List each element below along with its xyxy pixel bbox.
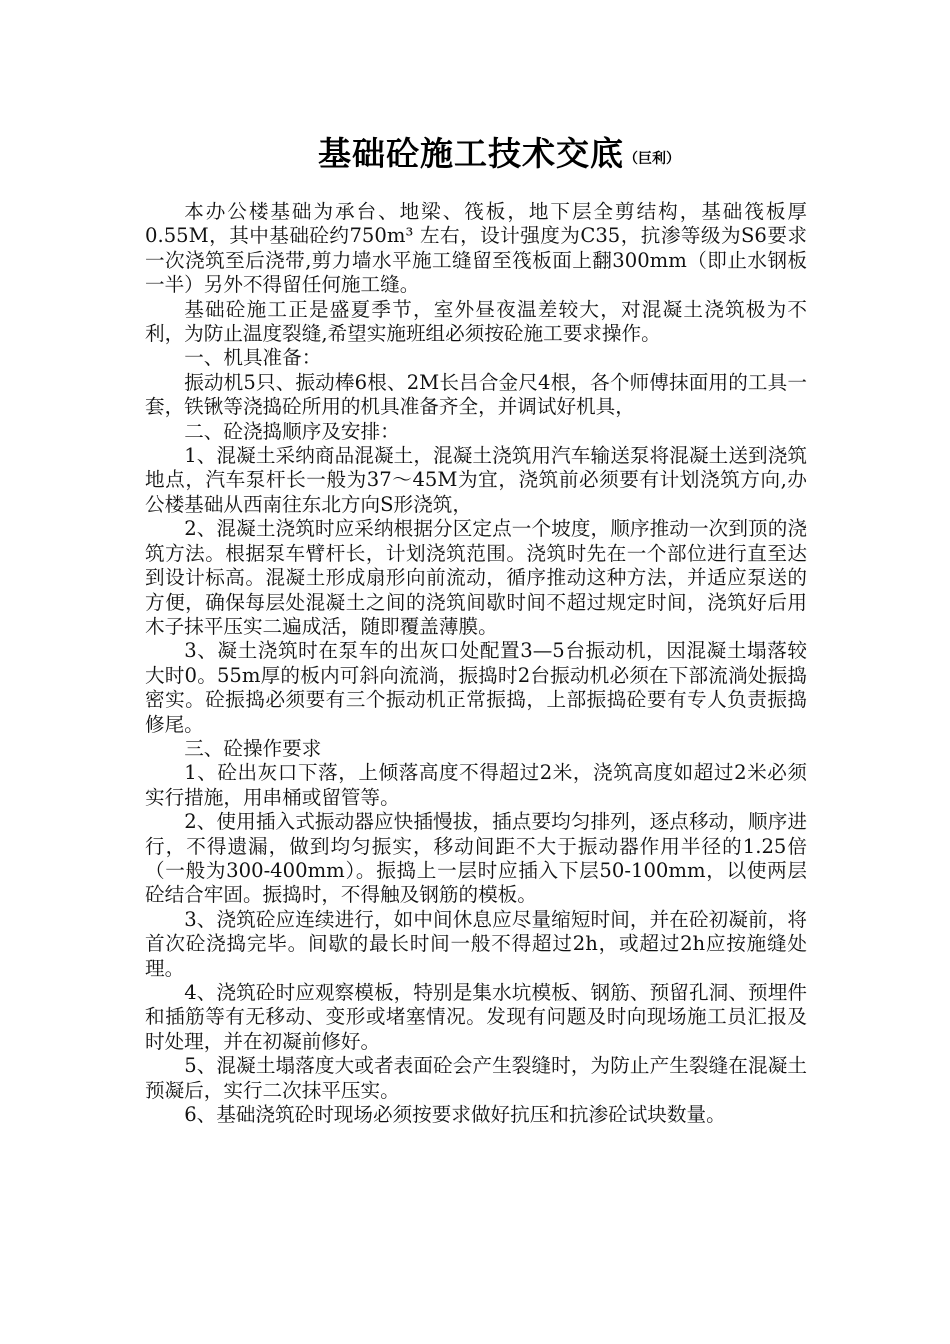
- paragraph-requirement-5: 5、混凝土塌落度大或者表面砼会产生裂缝时，为防止产生裂缝在混凝土预凝后，实行二次抹平压实。: [145, 1054, 807, 1102]
- paragraph-requirement-4: 4、浇筑砼时应观察模板，特别是集水坑模板、钢筋、预留孔洞、预埋件和插筋等有无移动、变形或堵塞情况。发现有问题及时向现场施工员汇报及时处理，并在初凝前修好。: [145, 981, 807, 1053]
- paragraph-sequence-2: 2、混凝土浇筑时应采纳根据分区定点一个坡度，顺序推动一次到顶的浇筑方法。根据泵车臂杆长，计划浇筑范围。浇筑时先在一个部位进行直至达到设计标高。混凝土形成扇形向前流动，循序推动这种方法，并适应泵送的方便，确保每层处混凝土之间的浇筑间歇时间不超过规定时间，浇筑好后用木子抹平压实二遍成活，随即覆盖薄膜。: [145, 517, 807, 638]
- paragraph-sequence-3: 3、凝土浇筑时在泵车的出灰口处配置3—5台振动机，因混凝土塌落较大时0。55m厚的板内可斜向流淌，振捣时2台振动机必须在下部流淌处振捣密实。砼振捣必须要有三个振动机正常振捣，上部振捣砼要有专人负责振捣修尾。: [145, 639, 807, 736]
- section-heading-sequence: 二、砼浇捣顺序及安排：: [184, 419, 400, 443]
- document-subtitle: （巨利）: [624, 151, 680, 167]
- paragraph-requirement-6: 6、基础浇筑砼时现场必须按要求做好抗压和抗渗砼试块数量。: [184, 1103, 726, 1127]
- document-body: [145, 200, 807, 1127]
- paragraph-requirement-1: 1、砼出灰口下落，上倾落高度不得超过2米，浇筑高度如超过2米必须实行措施，用串桶或留管等。: [145, 761, 807, 809]
- paragraph-requirement-3: 3、浇筑砼应连续进行，如中间休息应尽量缩短时间，并在砼初凝前，将首次砼浇捣完毕。间歇的最长时间一般不得超过2h，或超过2h应按施缝处理。: [145, 907, 807, 980]
- paragraph-requirement-2: 2、使用插入式振动器应快插慢拔，插点要均匀排列，逐点移动，顺序进行，不得遗漏，做到均匀振实，移动间距不大于振动器作用半径的1.25倍（一般为300-400mm）。振捣上一层时应插入下层50-100mm，以使两层砼结合牢固。振捣时，不得触及钢筋的模板。: [145, 810, 807, 907]
- document-title-row: [0, 128, 950, 175]
- paragraph-season-note: 基础砼施工正是盛夏季节，室外昼夜温差较大，对混凝土浇筑极为不利，为防止温度裂缝,希望实施班组必须按砼施工要求操作。: [145, 297, 807, 346]
- document-title: 基础砼施工技术交底: [318, 134, 624, 173]
- section-heading-requirements: 三、砼操作要求: [184, 736, 322, 760]
- paragraph-equipment: 振动机5只、振动棒6根、2M长吕合金尺4根，各个师傅抹面用的工具一套，铁锹等浇捣砼所用的机具准备齐全，并调试好机具，: [145, 370, 807, 419]
- paragraph-intro: 本办公楼基础为承台、地梁、筏板，地下层全剪结构，基础筏板厚0.55M，其中基础砼约750m³ 左右，设计强度为C35，抗渗等级为S6要求一次浇筑至后浇带,剪力墙水平施工缝留至筏板面上翻300mm（即止水钢板一半）另外不得留任何施工缝。: [145, 200, 807, 297]
- section-heading-equipment: 一、机具准备：: [184, 346, 322, 370]
- paragraph-sequence-1: 1、混凝土采纳商品混凝土，混凝土浇筑用汽车输送泵将混凝土送到浇筑地点，汽车泵杆长一般为37～45M为宜，浇筑前必须要有计划浇筑方向,办公楼基础从西南往东北方向S形浇筑，: [145, 444, 807, 516]
